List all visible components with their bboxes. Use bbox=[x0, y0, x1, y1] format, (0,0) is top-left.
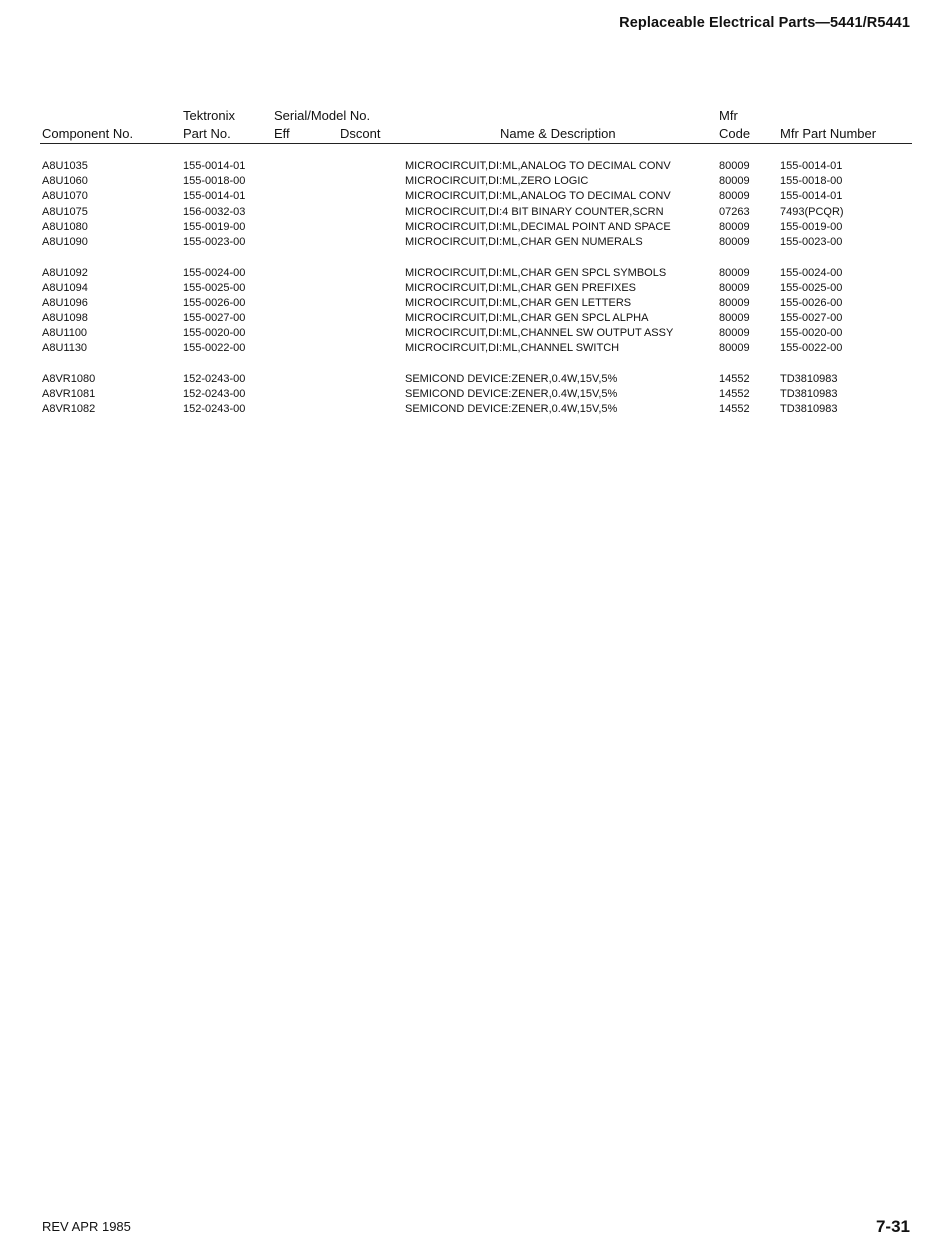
component-no-cell: A8U1080 bbox=[42, 220, 88, 233]
mfr-code-cell: 80009 bbox=[719, 327, 750, 340]
part-no-cell: 155-0025-00 bbox=[183, 281, 246, 294]
mfr-code-cell: 80009 bbox=[719, 296, 750, 309]
part-no-cell: 152-0243-00 bbox=[183, 403, 246, 416]
column-headers bbox=[0, 108, 950, 144]
name-description-cell: SEMICOND DEVICE:ZENER,0.4W,15V,5% bbox=[405, 388, 618, 401]
mfr-code-cell: 80009 bbox=[719, 312, 750, 325]
component-no-cell: A8VR1081 bbox=[42, 388, 96, 401]
table-row bbox=[0, 282, 950, 297]
name-description-cell: SEMICOND DEVICE:ZENER,0.4W,15V,5% bbox=[405, 403, 618, 416]
component-no-cell: A8U1130 bbox=[42, 342, 88, 355]
table-row bbox=[0, 403, 950, 418]
header-tektronix: Tektronix bbox=[183, 108, 236, 123]
mfr-part-number-cell: 155-0014-01 bbox=[780, 160, 843, 172]
running-head: Replaceable Electrical Parts—5441/R5441 bbox=[619, 15, 910, 31]
mfr-code-cell: 80009 bbox=[719, 235, 750, 248]
table-row bbox=[0, 221, 950, 236]
part-no-cell: 152-0243-00 bbox=[183, 373, 246, 386]
mfr-part-number-cell: 7493(PCQR) bbox=[780, 205, 844, 218]
component-no-cell: A8U1090 bbox=[42, 235, 88, 248]
table-row bbox=[0, 312, 950, 327]
mfr-part-number-cell: 155-0025-00 bbox=[780, 281, 843, 294]
part-no-cell: 156-0032-03 bbox=[183, 205, 246, 218]
table-row bbox=[0, 160, 950, 175]
mfr-code-cell: 80009 bbox=[719, 342, 750, 355]
name-description-cell: MICROCIRCUIT,DI:ML,CHAR GEN SPCL SYMBOLS bbox=[405, 266, 667, 279]
name-description-cell: MICROCIRCUIT,DI:ML,ANALOG TO DECIMAL CONV bbox=[405, 160, 671, 172]
part-no-cell: 155-0019-00 bbox=[183, 220, 246, 233]
name-description-cell: MICROCIRCUIT,DI:ML,ZERO LOGIC bbox=[405, 175, 589, 188]
mfr-part-number-cell: 155-0026-00 bbox=[780, 296, 843, 309]
part-no-cell: 155-0014-01 bbox=[183, 190, 246, 203]
component-no-cell: A8U1100 bbox=[42, 327, 88, 340]
mfr-code-cell: 80009 bbox=[719, 190, 750, 203]
mfr-part-number-cell: TD3810983 bbox=[780, 388, 838, 401]
name-description-cell: MICROCIRCUIT,DI:ML,CHAR GEN PREFIXES bbox=[405, 281, 637, 294]
mfr-part-number-cell: 155-0018-00 bbox=[780, 175, 843, 188]
table-row bbox=[0, 373, 950, 388]
name-description-cell: MICROCIRCUIT,DI:4 BIT BINARY COUNTER,SCRN bbox=[405, 205, 664, 218]
header-part-no: Part No. bbox=[183, 126, 231, 141]
name-description-cell: MICROCIRCUIT,DI:ML,CHANNEL SWITCH bbox=[405, 342, 620, 355]
part-no-cell: 155-0023-00 bbox=[183, 235, 246, 248]
part-no-cell: 155-0020-00 bbox=[183, 327, 246, 340]
mfr-part-number-cell: 155-0020-00 bbox=[780, 327, 843, 340]
mfr-part-number-cell: 155-0022-00 bbox=[780, 342, 843, 355]
name-description-cell: MICROCIRCUIT,DI:ML,CHAR GEN SPCL ALPHA bbox=[405, 312, 649, 325]
name-description-cell: MICROCIRCUIT,DI:ML,CHANNEL SW OUTPUT ASSY bbox=[405, 327, 674, 340]
table-row bbox=[0, 297, 950, 312]
mfr-part-number-cell: 155-0019-00 bbox=[780, 220, 843, 233]
table-row bbox=[0, 190, 950, 205]
part-no-cell: 155-0024-00 bbox=[183, 266, 246, 279]
mfr-code-cell: 80009 bbox=[719, 281, 750, 294]
component-no-cell: A8VR1080 bbox=[42, 373, 96, 386]
table-row bbox=[0, 342, 950, 357]
header-serial-model-no: Serial/Model No. bbox=[274, 108, 371, 123]
mfr-code-cell: 14552 bbox=[719, 373, 750, 386]
mfr-part-number-cell: 155-0024-00 bbox=[780, 266, 843, 279]
component-no-cell: A8VR1082 bbox=[42, 403, 96, 416]
header-mfr-part-number: Mfr Part Number bbox=[780, 126, 877, 141]
table-row bbox=[0, 388, 950, 403]
part-no-cell: 155-0014-01 bbox=[183, 160, 246, 172]
part-no-cell: 155-0022-00 bbox=[183, 342, 246, 355]
mfr-part-number-cell: TD3810983 bbox=[780, 373, 838, 386]
revision-date: REV APR 1985 bbox=[42, 1219, 131, 1234]
part-no-cell: 155-0027-00 bbox=[183, 312, 246, 325]
mfr-code-cell: 80009 bbox=[719, 175, 750, 188]
page-number: 7-31 bbox=[875, 1217, 910, 1236]
header-code: Code bbox=[719, 126, 751, 141]
mfr-part-number-cell: 155-0014-01 bbox=[780, 190, 843, 203]
mfr-code-cell: 07263 bbox=[719, 205, 750, 218]
mfr-code-cell: 80009 bbox=[719, 220, 750, 233]
parts-table bbox=[0, 160, 950, 419]
name-description-cell: MICROCIRCUIT,DI:ML,DECIMAL POINT AND SPACE bbox=[405, 220, 671, 233]
component-no-cell: A8U1035 bbox=[42, 160, 88, 172]
header-mfr: Mfr bbox=[719, 108, 738, 123]
mfr-code-cell: 80009 bbox=[719, 160, 750, 172]
component-no-cell: A8U1070 bbox=[42, 190, 88, 203]
mfr-code-cell: 14552 bbox=[719, 403, 750, 416]
component-no-cell: A8U1075 bbox=[42, 205, 88, 218]
table-row bbox=[0, 206, 950, 221]
table-row bbox=[0, 236, 950, 251]
header-rule bbox=[40, 143, 912, 144]
header-component-no: Component No. bbox=[42, 126, 134, 141]
part-no-cell: 155-0018-00 bbox=[183, 175, 246, 188]
mfr-code-cell: 80009 bbox=[719, 266, 750, 279]
component-no-cell: A8U1098 bbox=[42, 312, 88, 325]
header-name-description: Name & Description bbox=[500, 126, 616, 141]
component-no-cell: A8U1092 bbox=[42, 266, 88, 279]
component-no-cell: A8U1096 bbox=[42, 296, 88, 309]
mfr-code-cell: 14552 bbox=[719, 388, 750, 401]
mfr-part-number-cell: 155-0027-00 bbox=[780, 312, 843, 325]
part-no-cell: 152-0243-00 bbox=[183, 388, 246, 401]
table-row bbox=[0, 267, 950, 282]
name-description-cell: SEMICOND DEVICE:ZENER,0.4W,15V,5% bbox=[405, 373, 618, 386]
name-description-cell: MICROCIRCUIT,DI:ML,ANALOG TO DECIMAL CONV bbox=[405, 190, 671, 203]
part-no-cell: 155-0026-00 bbox=[183, 296, 246, 309]
name-description-cell: MICROCIRCUIT,DI:ML,CHAR GEN LETTERS bbox=[405, 296, 632, 309]
table-row bbox=[0, 175, 950, 190]
component-no-cell: A8U1060 bbox=[42, 175, 88, 188]
component-no-cell: A8U1094 bbox=[42, 281, 88, 294]
header-dscont: Dscont bbox=[340, 126, 381, 141]
mfr-part-number-cell: TD3810983 bbox=[780, 403, 838, 416]
mfr-part-number-cell: 155-0023-00 bbox=[780, 235, 843, 248]
header-eff: Eff bbox=[274, 126, 290, 141]
name-description-cell: MICROCIRCUIT,DI:ML,CHAR GEN NUMERALS bbox=[405, 235, 643, 248]
table-row bbox=[0, 327, 950, 342]
